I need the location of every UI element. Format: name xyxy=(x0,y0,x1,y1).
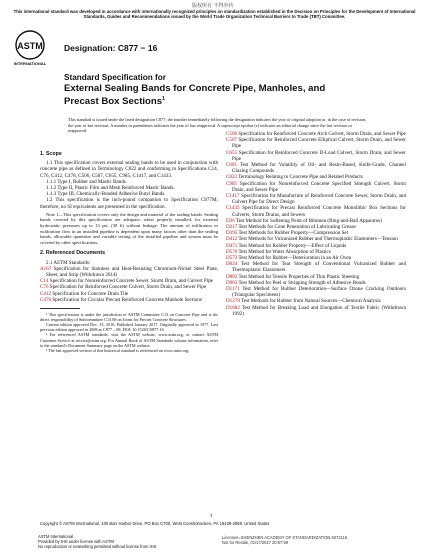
footnotes xyxy=(40,312,218,354)
top-notice: This international standard was developed in accordance with internationally recognized principles on standardization established in the Decision on Principles for the Development of International Standards, Guides and Recommendations issued by the World Trade Organization Technical Barriers to Trade (TBT) Committee. xyxy=(13,9,416,20)
reference-title: Test Method for Tear Strength of Conventional Vulcanized Rubber and Thermoplastic Elastomers xyxy=(232,261,406,274)
logo-text: INTERNATIONAL xyxy=(14,61,46,66)
reference-item xyxy=(226,181,406,193)
reference-title: Specification for Stainless and Heat-Resisting Chromium-Nickel Steel Plate, Sheet, and Strip (Withdrawn 2014) xyxy=(46,265,218,278)
reference-code[interactable]: C985 xyxy=(226,180,238,187)
scope-p1: 1.1 This specification covers external sealing bands to be used in conjunction with concrete pipe as defined in Terminology C822 and conforming to Specifications C14, C76, C412, C478, C506, C507, C655, C985, C1417, and C1433. xyxy=(40,160,218,179)
scope-p3: 1.1.2 Type II, Plastic Film and Mesh Reinforced Mastic Bands. xyxy=(46,185,175,192)
scope-p5: 1.2 This specification is the inch-pound companion to Specification C877M; therefore, no SI equivalents are presented in the specification. xyxy=(40,197,218,210)
reference-item xyxy=(40,266,218,278)
reference-code[interactable]: D1171 xyxy=(226,286,240,293)
footnote: ³ The last approved version of this historical standard is referenced on www.astm.org. xyxy=(46,348,190,354)
reference-title: Specification for Reinforced Concrete D-Load Culvert, Storm Drain, and Sewer Pipe xyxy=(232,149,406,162)
footer-right: Licensee=SHENZHEN ACADEMY OF STANDARDIZATION 6072116 Not for Resale, 01/17/2017 20:57:59 xyxy=(222,535,348,545)
footnote-divider xyxy=(40,308,80,309)
astm-logo xyxy=(14,30,46,66)
reference-code[interactable]: D395 xyxy=(226,230,238,237)
footnote: ² For referenced ASTM standards, visit the ASTM website, www.astm.org, or contact ASTM Customer Service at service@astm.org. For Annual Book of ASTM Standards volume information, refer to the standard's Document Summary page on the ASTM website. xyxy=(40,332,218,348)
reference-title: Test Methods for Vulcanized Rubber and Thermoplastic Elastomers—Tension xyxy=(237,236,398,243)
page-number: 1 xyxy=(210,514,213,519)
svg-text:ASTM: ASTM xyxy=(17,41,43,51)
reference-code[interactable]: C76 xyxy=(40,284,49,291)
reference-title: Specification for Nonreinforced Concrete Specified Strength Culvert, Storm Drain, and Sewer Pipe xyxy=(232,180,406,193)
right-column xyxy=(226,131,406,317)
reference-title: Test Method for Rubber—Deterioration in an Air Oven xyxy=(237,255,352,262)
reference-code[interactable]: D624 xyxy=(226,261,238,268)
footer-left: ASTM International Provided by IHS under license with ASTM No reproduction or networking permitted without license from IHS xyxy=(38,534,157,549)
standard-note: This standard is issued under the fixed designation C877; the number immediately following the designation indicates the year of original adoption or, in the case of revision, the year of last revision. A number in parentheses indicates the year of last reapproval. A superscript epsilon (ε) indicates an editorial change since the last revision or reapproval. xyxy=(68,117,367,134)
reference-title: Test Method for Softening Point of Bitumen (Ring-and-Ball Apparatus) xyxy=(234,217,382,224)
reference-title: Test Method for Water Absorption of Plastics xyxy=(237,248,331,255)
reference-title: Specification for Reinforced Concrete Arch Culvert, Storm Drain, and Sewer Pipe xyxy=(237,131,406,137)
reference-title: Specification for Reinforced Concrete Culvert, Storm Drain, and Sewer Pipe xyxy=(48,284,207,291)
reference-title: Test Methods for Cone Penetration of Lubricating Grease xyxy=(237,224,356,231)
scope-p4: 1.1.3 Type III, Chemically-Bonded Adhesive Butyl Bands. xyxy=(46,191,166,198)
scope-note1: Note 1—This specification covers only the design and material of the sealing bands. Sealing bands covered by this specification are adequate, when properly installed, for external hydrostatic pressures up to 13 psi, (30 ft) without leakage. The amount of infiltration or exfiltration flow in an installed pipeline is dependent upon many factors other than the sealing bands, allowable quantities and variable testing of the installed pipeline and system must be covered by other specifications. xyxy=(40,211,218,245)
watermark-text: 版权所有 不得外传 xyxy=(192,3,234,9)
reference-item xyxy=(226,261,406,273)
reference-code[interactable]: C1433 xyxy=(226,205,240,212)
reference-code[interactable]: D412 xyxy=(226,236,238,243)
reference-title: Test Method for Volatility of Oil- and Resin-Based, Knife-Grade, Channel Glazing Compounds xyxy=(232,162,406,175)
reference-title: Test Methods for Rubber Property—Compression Set xyxy=(237,230,349,237)
scope-heading: 1. Scope xyxy=(40,151,62,157)
footnote: Current edition approved Dec. 15, 2016. Published January 2017. Originally approved in 1977. Last previous edition approved in 2008 as C877 – 08. DOI: 10.1520/C0877-16. xyxy=(40,322,218,333)
reference-code[interactable]: C506 xyxy=(226,131,238,137)
designation: Designation: C877 − 16 xyxy=(64,43,158,53)
reference-code[interactable]: D903 xyxy=(226,279,238,286)
reference-item xyxy=(226,305,406,317)
refs-list-col2 xyxy=(226,131,406,317)
reference-code[interactable]: A167 xyxy=(40,265,52,272)
reference-title: Specification for Precast Reinforced Concrete Monolithic Box Sections for Culverts, Storm Drains, and Sewers xyxy=(232,205,406,218)
title-line3: Precast Box Sections$^1$ xyxy=(64,96,165,108)
reference-item xyxy=(226,137,406,149)
reference-title: Test Method for Tensile Properties of Thin Plastic Sheeting xyxy=(237,273,360,280)
refs-list-col1 xyxy=(40,266,218,303)
reference-code[interactable]: D217 xyxy=(226,224,238,231)
title-line2: External Sealing Bands for Concrete Pipe, Manholes, and xyxy=(64,83,326,94)
reference-code[interactable]: D1682 xyxy=(226,304,240,311)
refs-sub: 2.1 ASTM Standards: xyxy=(46,259,91,266)
reference-title: Specification for Concrete Drain Tile xyxy=(51,290,129,297)
reference-code[interactable]: C507 xyxy=(226,137,238,144)
reference-code[interactable]: C14 xyxy=(40,278,49,285)
reference-item xyxy=(226,162,406,174)
reference-code[interactable]: D1278 xyxy=(226,298,240,305)
reference-item xyxy=(226,286,406,298)
refs-heading: 2. Referenced Documents xyxy=(40,250,106,257)
reference-code[interactable]: C681 xyxy=(226,162,238,169)
reference-item xyxy=(226,193,406,205)
reference-title: Test Method for Rubber Property—Effect of Liquids xyxy=(237,242,347,249)
reference-title: Test Methods for Rubber from Natural Sources—Chemical Analysis xyxy=(239,298,381,305)
reference-title: Terminology Relating to Concrete Pipe and Related Products xyxy=(237,174,363,181)
reference-title: Specification for Manufacture of Reinforced Concrete Sewer, Storm Drain, and Culvert Pipe for Direct Design xyxy=(232,193,406,206)
document-title xyxy=(64,73,384,107)
left-column xyxy=(40,146,218,353)
reference-item xyxy=(226,150,406,162)
reference-code[interactable]: D36 xyxy=(226,217,235,224)
reference-item xyxy=(226,205,406,217)
reference-code[interactable]: D570 xyxy=(226,248,238,255)
reference-title: Test Method for Peel or Stripping Strength of Adhesive Bonds xyxy=(237,279,366,286)
reference-title: Test Method for Breaking Load and Elongation of Textile Fabric (Withdrawn 1992) xyxy=(232,304,406,317)
reference-code[interactable]: C655 xyxy=(226,149,238,156)
reference-title: Specification for Nonreinforced Concrete Sewer, Storm Drain, and Culvert Pipe xyxy=(48,278,213,285)
reference-title: Test Method for Rubber Deterioration—Surface Ozone Cracking Outdoors (Triangular Specimens) xyxy=(232,286,406,299)
reference-code[interactable]: C478 xyxy=(40,296,52,303)
footnote: ¹ This specification is under the jurisdiction of ASTM Committee C13 on Concrete Pipe and is the direct responsibility of Subcommittee C13.08 on Joints for Precast Concrete Structures. xyxy=(40,311,218,322)
title-line1: Standard Specification for xyxy=(64,73,166,82)
reference-title: Specification for Reinforced Concrete Elliptical Culvert, Storm Drain, and Sewer Pipe xyxy=(232,137,406,150)
reference-item xyxy=(40,297,218,303)
reference-code[interactable]: C822 xyxy=(226,174,238,181)
reference-title: Specification for Circular Precast Reinforced Concrete Manhole Sections xyxy=(51,296,202,303)
copyright-line: Copyright © ASTM International, 100 Barr Harbor Drive, PO Box C700, West Conshohocken, PA 19428-2959. United States xyxy=(40,521,270,526)
reference-code[interactable]: D882 xyxy=(226,273,238,280)
reference-code[interactable]: C1417 xyxy=(226,193,240,200)
reference-code[interactable]: C412 xyxy=(40,290,52,297)
reference-code[interactable]: D573 xyxy=(226,255,238,262)
reference-code[interactable]: D471 xyxy=(226,242,238,249)
scope-p2: 1.1.1 Type I, Rubber and Mastic Bands. xyxy=(46,178,128,185)
